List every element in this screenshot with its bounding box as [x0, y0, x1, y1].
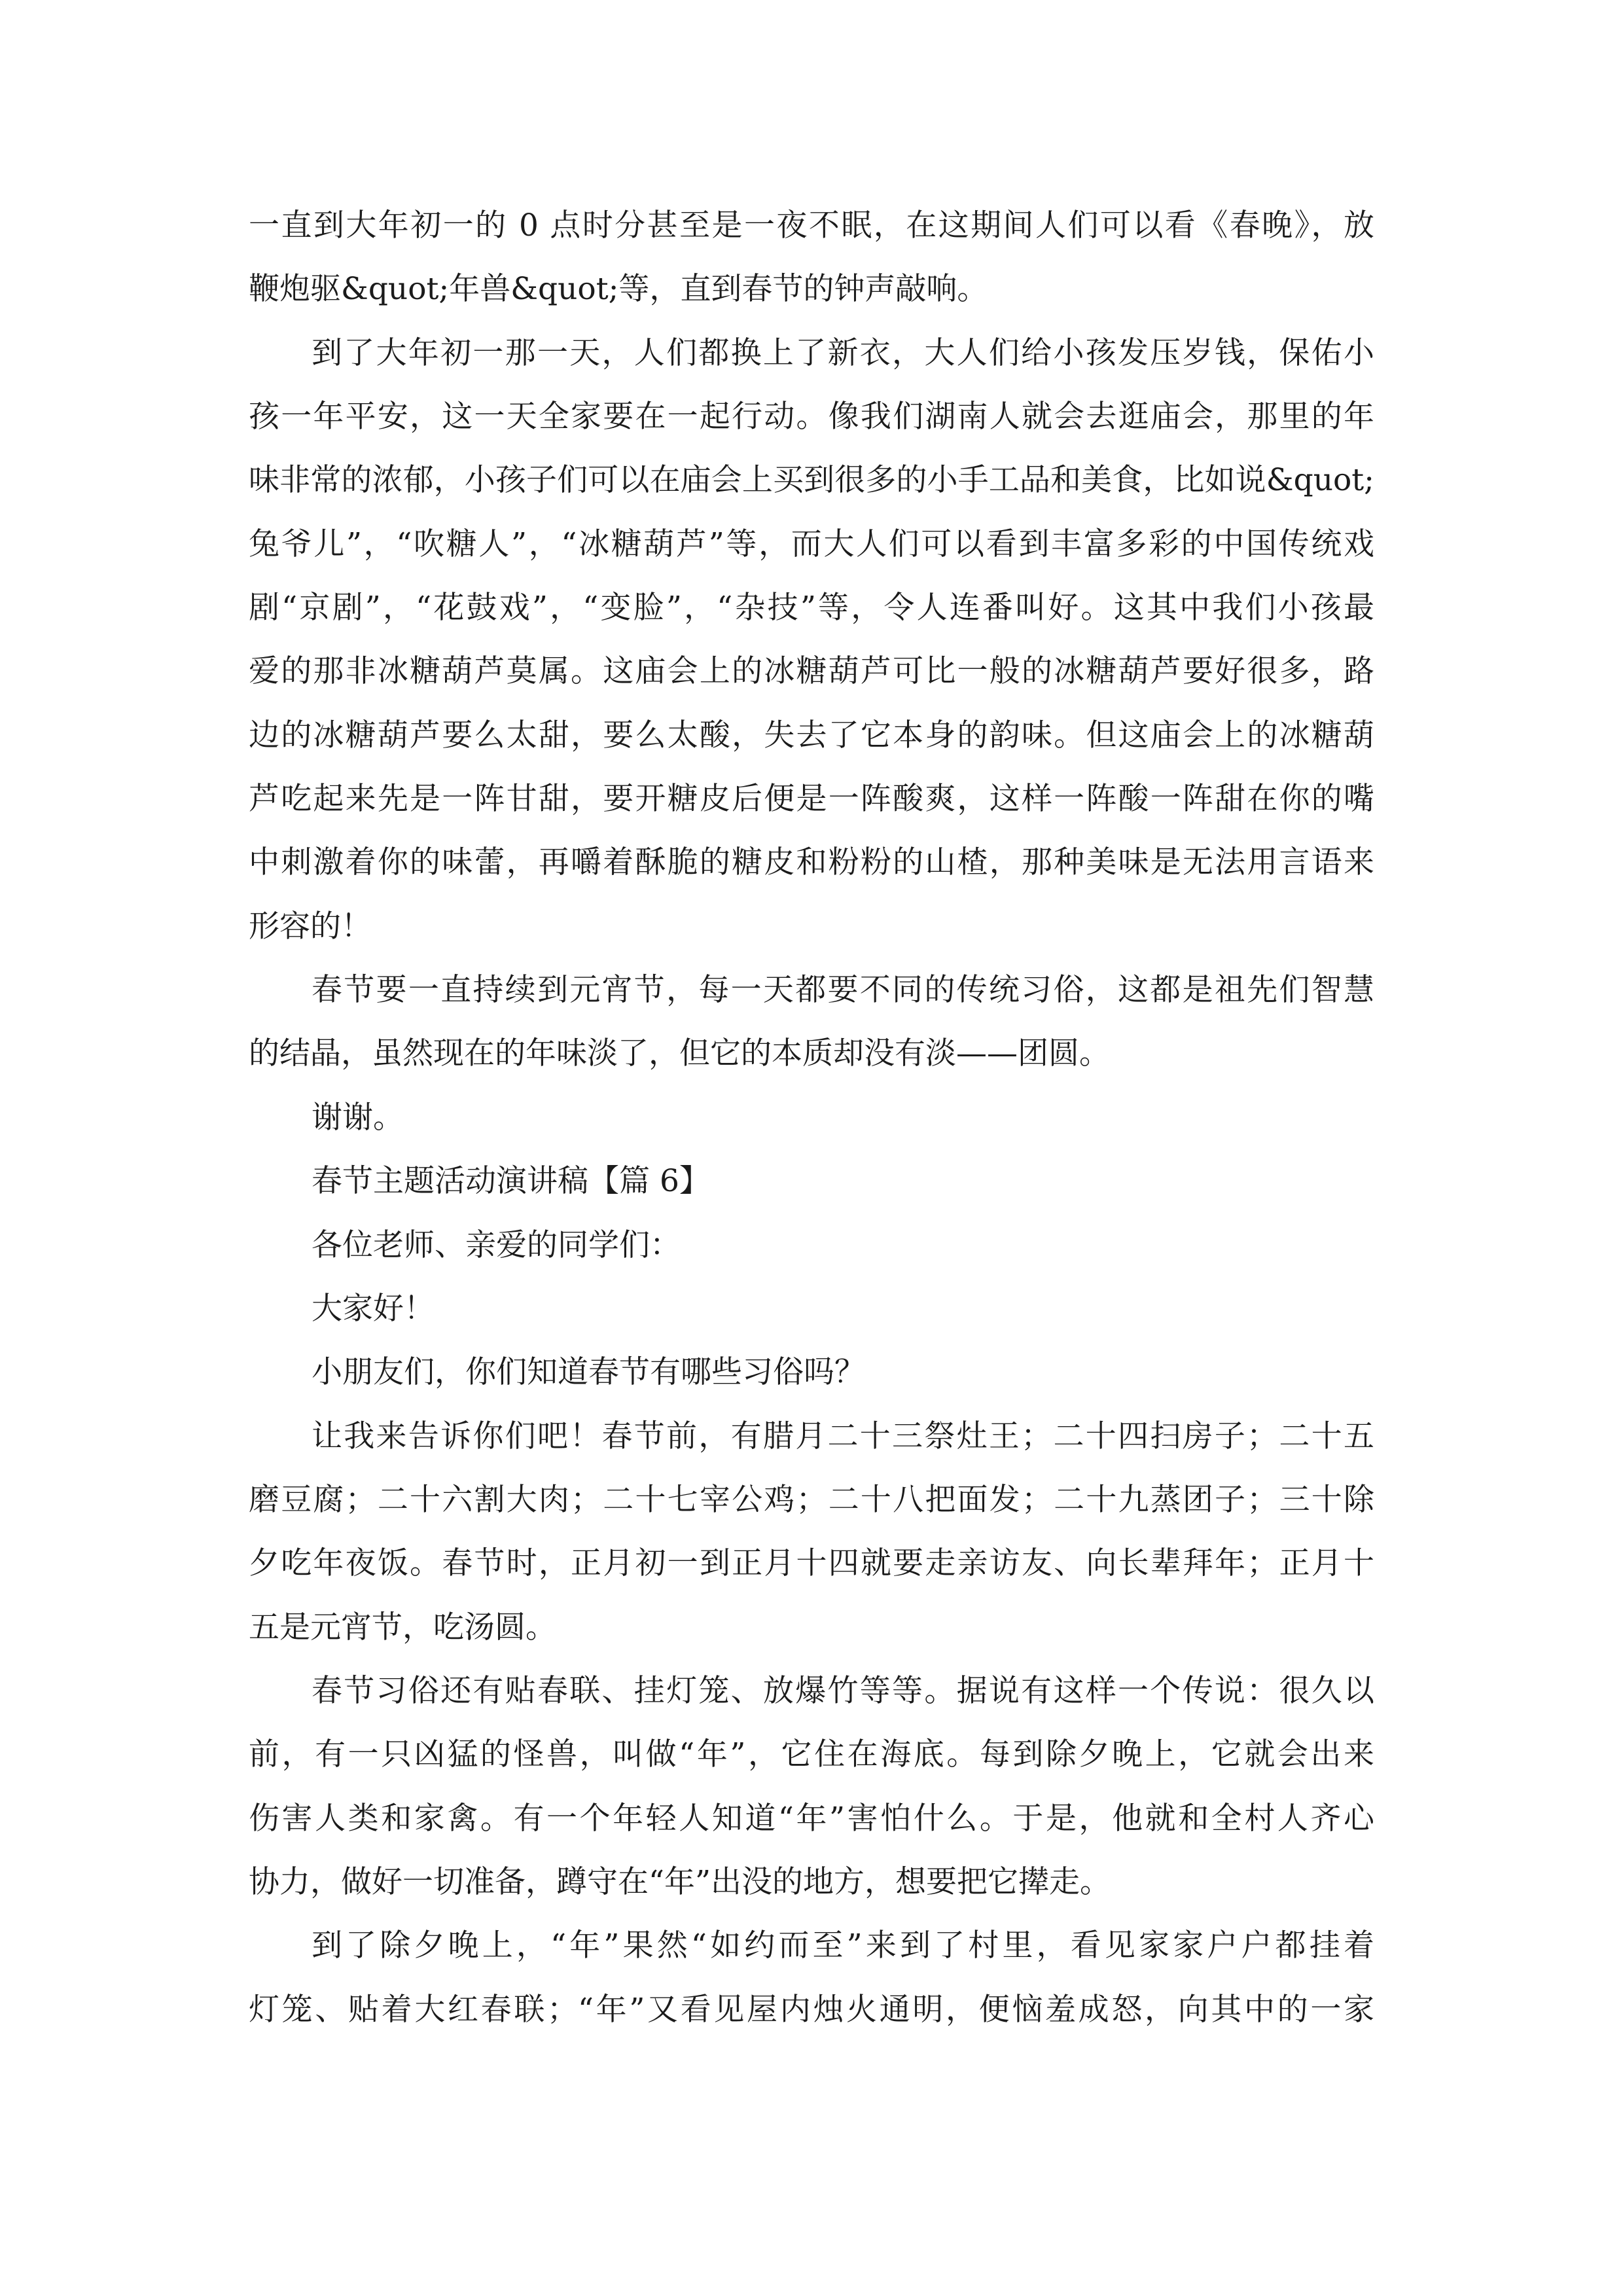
paragraph-line: 五是元宵节，吃汤圆。 — [249, 1609, 556, 1645]
paragraph-line: 大家好！ — [312, 1290, 435, 1327]
paragraph-line: 味非常的浓郁，小孩子们可以在庙会上买到很多的小手工品和美食，比如说&quot; — [249, 462, 1374, 499]
paragraph-line: 各位老师、亲爱的同学们： — [312, 1227, 681, 1263]
paragraph-line: 春节要一直持续到元宵节，每一天都要不同的传统习俗，这都是祖先们智慧 — [312, 972, 1374, 1009]
paragraph-line: 芦吃起来先是一阵甘甜，要开糖皮后便是一阵酸爽，这样一阵酸一阵甜在你的嘴 — [249, 781, 1374, 817]
paragraph-line: 前，有一只凶猛的怪兽，叫做“年”，它住在海底。每到除夕晚上，它就会出来 — [249, 1736, 1374, 1773]
body-text — [249, 194, 1374, 2041]
paragraph-line: 形容的！ — [249, 908, 372, 944]
paragraph — [249, 321, 1374, 958]
paragraph-line: 中刺激着你的味蕾，再嚼着酥脆的糖皮和粉粉的山楂，那种美味是无法用言语来 — [249, 844, 1374, 881]
paragraph-line: 伤害人类和家禽。有一个年轻人知道“年”害怕什么。于是，他就和全村人齐心 — [249, 1800, 1374, 1837]
paragraph-line: 兔爷儿”，“吹糖人”，“冰糖葫芦”等，而大人们可以看到丰富多彩的中国传统戏 — [249, 526, 1374, 562]
paragraph — [249, 1914, 1374, 2041]
paragraph-line: 让我来告诉你们吧！春节前，有腊月二十三祭灶王；二十四扫房子；二十五 — [312, 1418, 1374, 1454]
paragraph-line: 一直到大年初一的 0 点时分甚至是一夜不眠，在这期间人们可以看《春晚》，放 — [249, 207, 1374, 243]
paragraph-line: 到了大年初一那一天，人们都换上了新衣，大人们给小孩发压岁钱，保佑小 — [312, 334, 1374, 371]
paragraph — [249, 1340, 1374, 1404]
paragraph-line: 鞭炮驱&quot;年兽&quot;等，直到春节的钟声敲响。 — [249, 271, 988, 308]
closing-remark — [249, 1086, 1374, 1149]
paragraph — [249, 1659, 1374, 1914]
paragraph-line: 灯笼、贴着大红春联；“年”又看见屋内烛火通明，便恼羞成怒，向其中的一家 — [249, 1991, 1374, 2028]
paragraph — [249, 958, 1374, 1086]
paragraph-line: 磨豆腐；二十六割大肉；二十七宰公鸡；二十八把面发；二十九蒸团子；三十除 — [249, 1481, 1374, 1518]
section-heading — [249, 1149, 1374, 1213]
paragraph-line: 爱的那非冰糖葫芦莫属。这庙会上的冰糖葫芦可比一般的冰糖葫芦要好很多，路 — [249, 653, 1374, 690]
paragraph — [249, 194, 1374, 321]
paragraph-line: 协力，做好一切准备，蹲守在“年”出没的地方，想要把它撵走。 — [249, 1863, 1111, 1900]
paragraph-line: 边的冰糖葫芦要么太甜，要么太酸，失去了它本身的韵味。但这庙会上的冰糖葫 — [249, 717, 1374, 753]
paragraph-line: 谢谢。 — [312, 1099, 404, 1136]
paragraph-line: 的结晶，虽然现在的年味淡了，但它的本质却没有淡——团圆。 — [249, 1035, 1110, 1072]
paragraph-line: 到了除夕晚上，“年”果然“如约而至”来到了村里，看见家家户户都挂着 — [312, 1928, 1374, 1964]
paragraph-line: 剧“京剧”，“花鼓戏”，“变脸”，“杂技”等，令人连番叫好。这其中我们小孩最 — [249, 590, 1374, 626]
paragraph — [249, 1405, 1374, 1659]
paragraph-line: 春节习俗还有贴春联、挂灯笼、放爆竹等等。据说有这样一个传说：很久以 — [312, 1672, 1374, 1709]
heading-line: 春节主题活动演讲稿【篇 6】 — [312, 1163, 710, 1200]
greeting — [249, 1277, 1374, 1340]
paragraph-line: 夕吃年夜饭。春节时，正月初一到正月十四就要走亲访友、向长辈拜年；正月十 — [249, 1545, 1374, 1582]
paragraph-line: 小朋友们，你们知道春节有哪些习俗吗？ — [312, 1354, 865, 1391]
paragraph-line: 孩一年平安，这一天全家要在一起行动。像我们湖南人就会去逛庙会，那里的年 — [249, 399, 1374, 435]
salutation — [249, 1213, 1374, 1277]
